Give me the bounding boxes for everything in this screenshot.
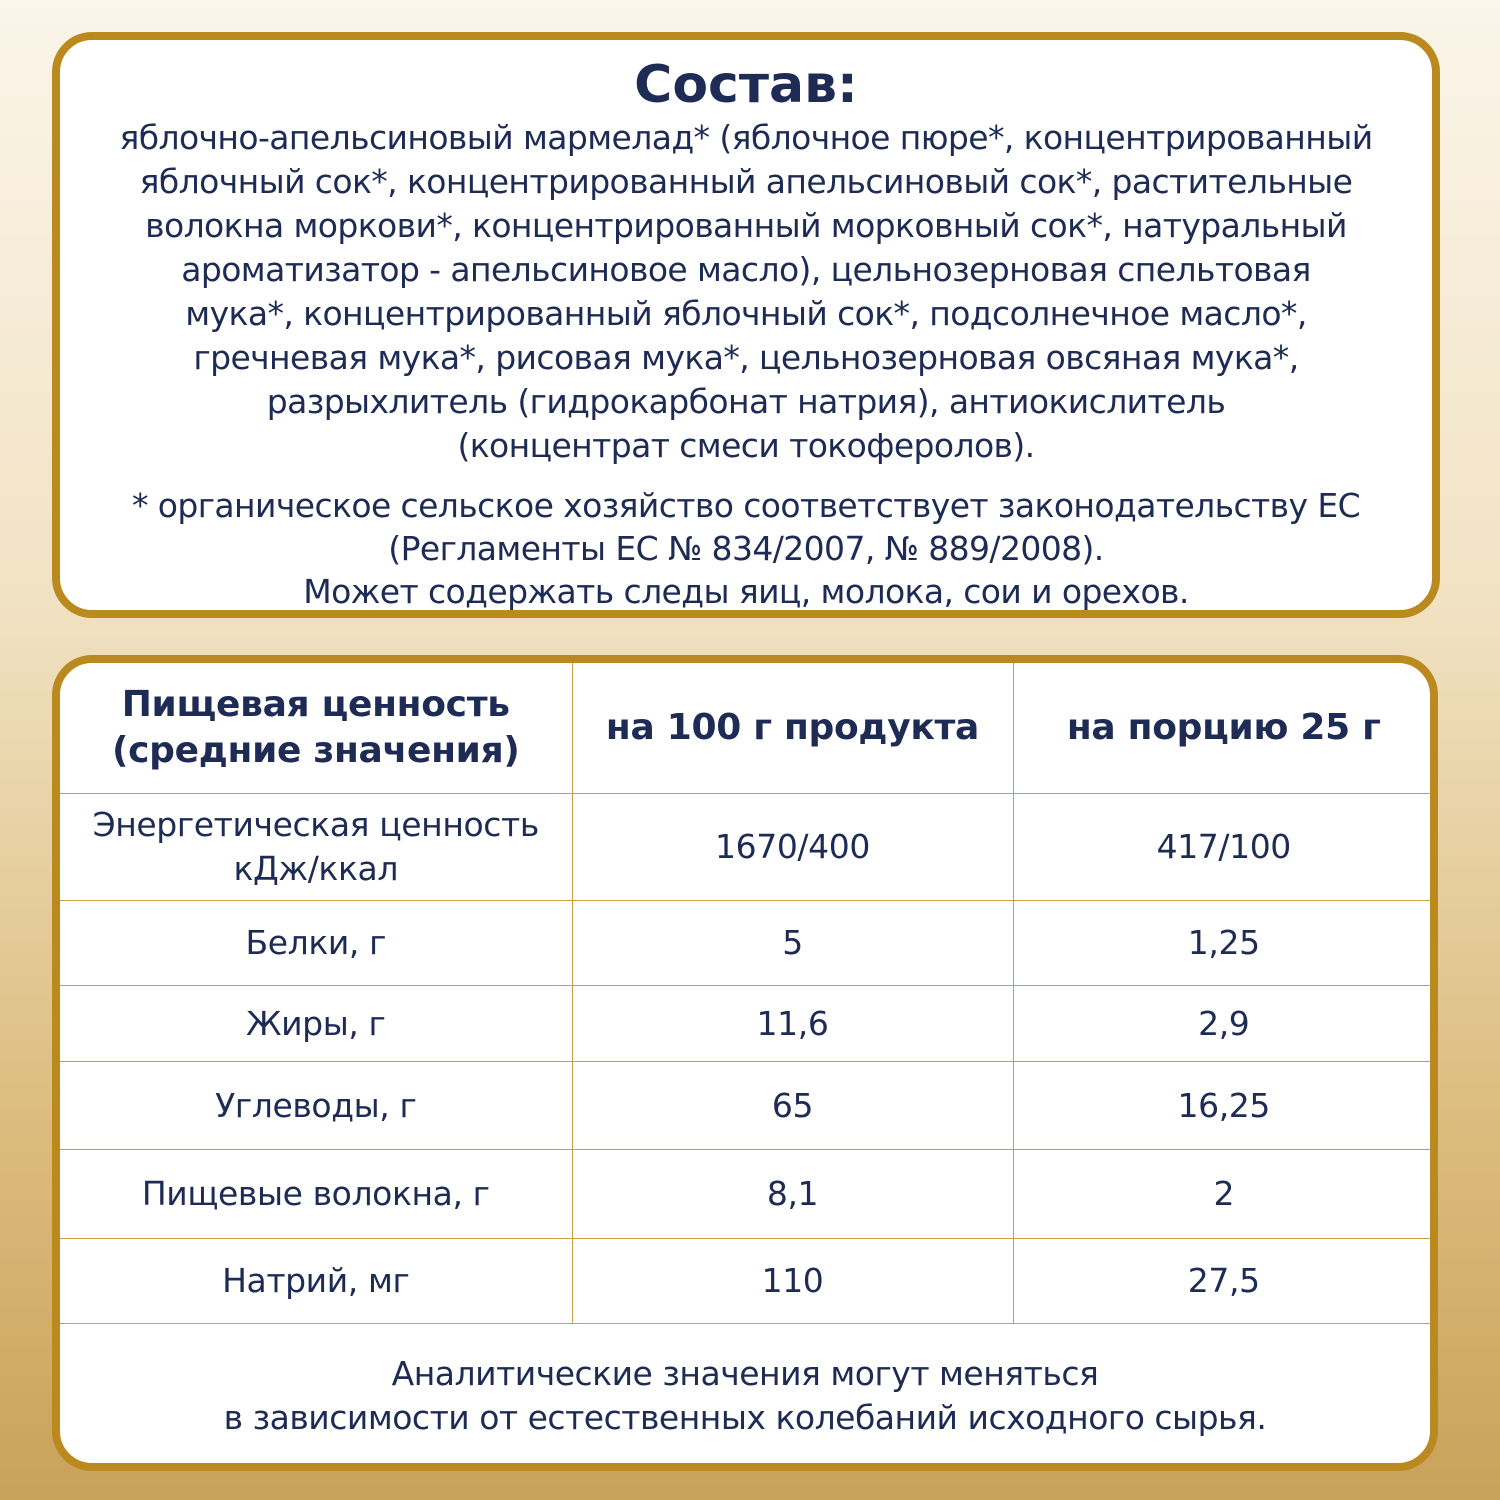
row-name: Натрий, мг [60,1238,572,1323]
composition-panel [52,32,1440,618]
footer-line: Аналитические значения могут меняться [391,1353,1099,1393]
nutrition-footer [60,1324,1430,1440]
row-name: Углеводы, г [60,1061,572,1149]
composition-line: гречневая мука*, рисовая мука*, цельнозерновая овсяная мука*, [193,338,1299,377]
row-name: Жиры, г [60,985,572,1061]
composition-line: (концентрат смеси токоферолов). [457,426,1035,465]
note-line: (Регламенты ЕС № 834/2007, № 889/2008). [388,529,1104,568]
nutrition-table [60,663,1434,1324]
row-name-line: кДж/ккал [233,848,399,888]
row-name [60,793,572,900]
composition-line: волокна моркови*, концентрированный морковный сок*, натуральный [145,206,1347,245]
note-line: * органическое сельское хозяйство соответствует законодательству ЕС [131,486,1361,525]
composition-note [60,484,1432,613]
composition-text [60,116,1432,468]
table-row [60,985,1434,1061]
row-per100: 65 [572,1061,1013,1149]
header-nutrition-value [60,663,572,793]
nutrition-panel [52,655,1438,1471]
row-per-portion: 27,5 [1013,1238,1434,1323]
header-line: (средние значения) [111,729,520,771]
row-per100: 1670/400 [572,793,1013,900]
table-row [60,900,1434,985]
header-line: Пищевая ценность [121,683,510,725]
row-per100: 110 [572,1238,1013,1323]
table-row [60,1238,1434,1323]
row-per-portion: 1,25 [1013,900,1434,985]
row-per100: 8,1 [572,1149,1013,1238]
table-header-row [60,663,1434,793]
row-per-portion: 2,9 [1013,985,1434,1061]
table-row [60,1061,1434,1149]
row-per-portion: 16,25 [1013,1061,1434,1149]
row-name: Пищевые волокна, г [60,1149,572,1238]
composition-line: яблочно-апельсиновый мармелад* (яблочное пюре*, концентрированный [119,118,1373,157]
table-row [60,793,1434,900]
table-row [60,1149,1434,1238]
composition-line: мука*, концентрированный яблочный сок*, подсолнечное масло*, [185,294,1307,333]
row-per100: 5 [572,900,1013,985]
composition-line: ароматизатор - апельсиновое масло), цельнозерновая спельтовая [181,250,1311,289]
row-per100: 11,6 [572,985,1013,1061]
row-per-portion: 417/100 [1013,793,1434,900]
row-per-portion: 2 [1013,1149,1434,1238]
row-name-line: Энергетическая ценность [92,804,539,844]
row-name: Белки, г [60,900,572,985]
header-per-100g: на 100 г продукта [572,663,1013,793]
composition-line: разрыхлитель (гидрокарбонат натрия), антиокислитель [266,382,1226,421]
composition-title: Состав: [634,55,858,115]
composition-line: яблочный сок*, концентрированный апельсиновый сок*, растительные [139,162,1353,201]
note-line: Может содержать следы яиц, молока, сои и орехов. [303,572,1189,611]
header-per-portion: на порцию 25 г [1013,663,1434,793]
footer-line: в зависимости от естественных колебаний исходного сырья. [223,1397,1267,1437]
